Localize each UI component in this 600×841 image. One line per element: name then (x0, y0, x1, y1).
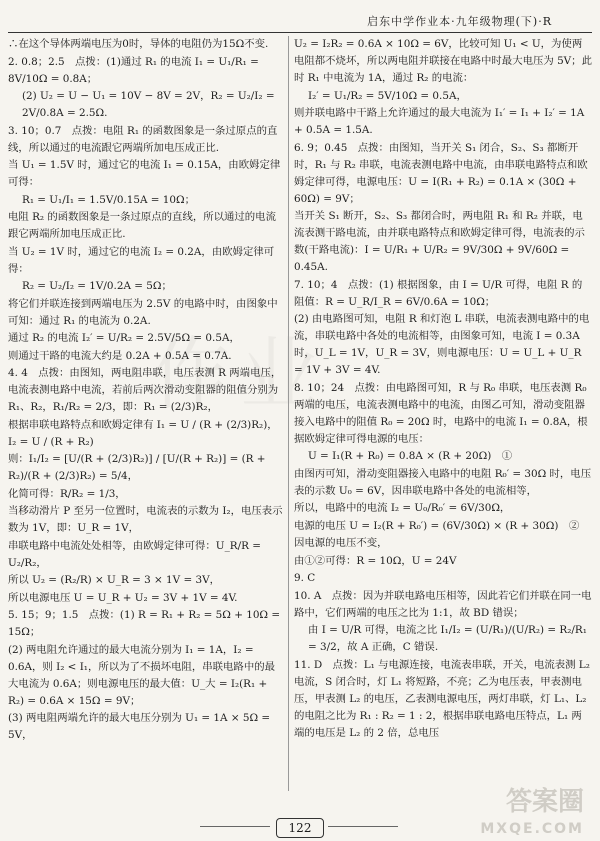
answer-paragraph: U = I₁(R + R₀) = 0.8A × (R + 20Ω) ① (308, 450, 513, 462)
answer-paragraph: 因电源的电压不变， (294, 537, 388, 549)
header-title: 启东中学作业本·九年级物理(下)·R (367, 15, 552, 28)
answer-paragraph: (2) U₂ = U − U₁ = 10V − 8V = 2V，R₂ = U₂/I₂ = 2V/0.8A = 2.5Ω. (22, 90, 275, 119)
answer-paragraph: 8. 10；24 点拨：由电路图可知，R 与 R₀ 串联，电压表测 R₀ 两端的电压，电流表测电路中的电流，由图乙可知，滑动变阻器接入电路中的阻值 R₀ = 20Ω 时，电路中的电流 I₁ = 0.8A，根据欧姆定律可得电源的电压： (294, 381, 588, 445)
answer-paragraph: I₂′ = U₁/R₂ = 5V/10Ω = 0.5A， (308, 89, 467, 102)
answer-paragraph: (2) 由电路图可知，电阻 R 和灯泡 L 串联，电流表测电路中的电流，串联电路中各处的电流相等，由图象可知，电流 I = 0.3A 时，U_L = 1V，U_R = 3V，则电源电压：U = U_L + U_R = 1V + 3V = 4V. (294, 313, 590, 376)
answer-paragraph: 通过 R₂ 的电流 I₂′ = U/R₂ = 2.5V/5Ω = 0.5A， (8, 332, 240, 344)
answer-paragraph: 将它们并联连接到两端电压为 2.5V 的电路中时，由图象中可知：通过 R₁ 的电流为 0.2A. (8, 297, 278, 327)
answer-paragraph: 由 I = U/R 可得，电流之比 I₁/I₂ = (U/R₁)/(U/R₂) = R₂/R₁ = 3/2，故 A 正确，C 错误. (308, 624, 587, 653)
answer-paragraph: (2) 两电阻允许通过的最大电流分别为 I₁ = 1A，I₂ = 0.6A，则 I₂ < I₁，所以为了不损坏电阻，串联电路中的最大电流为 0.6A；则电源电压的最大值：U_大 = I₂(R₁ + R₂) = 0.6A × 15Ω = 9V； (8, 643, 275, 707)
answer-paragraph: 则：I₁/I₂ = [U/(R + (2/3)R₂)] / [U/(R + R₂)] = (R + R₂)/(R + (2/3)R₂) = 5/4， (8, 453, 266, 482)
answer-paragraph: 电源的电压 U = I₂(R + R₀′) = (6V/30Ω) × (R + 30Ω) ② (294, 519, 580, 532)
answer-paragraph: 所以，电路中的电流 I₂ = U₀/R₀′ = 6V/30Ω， (294, 502, 511, 514)
answer-paragraph: 由图丙可知，滑动变阻器接入电路中的电阻 R₀′ = 30Ω 时，电压表的示数 U₀ = 6V，因串联电路中各处的电流相等， (294, 467, 592, 497)
answer-paragraph: (3) 两电阻两端允许的最大电压分别为 U₁ = 1A × 5Ω = 5V， (8, 712, 271, 741)
answer-paragraph: 7. 10；4 点拨：(1) 根据图象，由 I = U/R 可得，电阻 R 的阻值：R = U_R/I_R = 6V/0.6A = 10Ω； (294, 278, 583, 308)
watermark-logo-text: 答案圈 (505, 787, 584, 817)
answer-paragraph: 11. D 点拨：L₁ 与电源连接，电流表串联，开关，电流表测 L₂ 电流，S 闭合时，灯 L₁ 将短路，不亮；乙为电压表，甲表测电压，甲表测 L₂ 的电压，乙表测电源电压，两灯串联，灯 L₁、L₂ 的电阻之比为 R₁ : R₂ = 1 : 2，根据串联电路电压特点，L₁ 两端的电压是 L₂ 的 2 倍，总电压 (294, 658, 590, 739)
watermark-url: MXQE.COM (480, 821, 584, 837)
footer-rule-left (200, 826, 270, 827)
column-divider (288, 36, 289, 791)
answer-paragraph: 则通过干路的电流大约是 0.2A + 0.5A = 0.7A. (8, 349, 232, 362)
page-header (8, 10, 592, 33)
page-number: 122 (276, 818, 324, 838)
answer-paragraph: U₂ = I₂R₂ = 0.6A × 10Ω = 6V，比较可知 U₁ < U，为使两电阻都不烧坏，所以两电阻并联接在电路中时最大电压为 5V；此时 R₁ 中电流为 1A，通过 R₂ 的电流： (294, 38, 592, 84)
answer-paragraph: 3. 10；0.7 点拨：电阻 R₁ 的函数图象是一条过原点的直线，所以通过的电流跟它两端所加电压成正比. (8, 124, 278, 154)
answer-paragraph: 10. A 点拨：因为并联电路电压相等，因此若它们并联在同一电路中，它们两端的电压之比为 1:1，故 BD 错误； (294, 589, 592, 619)
answer-paragraph: 则并联电路中干路上允许通过的最大电流为 I₁′ = I₁ + I₂′ = 1A + 0.5A = 1.5A. (294, 107, 585, 136)
answer-paragraph: 当 U₁ = 1.5V 时，通过它的电流 I₁ = 0.15A，由欧姆定律可得： (8, 159, 281, 188)
answer-paragraph: R₂ = U₂/I₂ = 1V/0.2A = 5Ω； (22, 280, 172, 292)
answer-paragraph: 当开关 S₁ 断开，S₂、S₃ 都闭合时，两电阻 R₁ 和 R₂ 并联，电流表测干路电流，由并联电路特点和欧姆定律可得，电流表的示数(干路电流)：I = U/R₁ + U/R₂ = 9V/30Ω + 9V/60Ω = 0.45A. (294, 210, 585, 273)
answer-paragraph: 所以 U₂ = (R₂/R) × U_R = 3 × 1V = 3V， (8, 574, 220, 586)
answer-paragraph: R₁ = U₁/I₁ = 1.5V/0.15A = 10Ω； (22, 193, 196, 206)
answer-paragraph: ∴在这个导体两端电压为0时，导体的电阻仍为15Ω不变. (8, 38, 269, 50)
answer-paragraph: 根据串联电路特点和欧姆定律有 I₁ = U / (R + (2/3)R₂)，I₂ = U / (R + R₂) (8, 418, 278, 448)
answer-paragraph: 当移动滑片 P 至另一位置时，电流表的示数为 I₂，电压表示数为 1V，即：U_R = 1V， (8, 505, 283, 534)
answer-paragraph: 4. 4 点拨：由图知，两电阻串联，电压表测 R 两端电压，电流表测电路中电流，若前后两次滑动变阻器的阻值分别为 R₁、R₂，R₁/R₂ = 2/3，即：R₁ = (2/3)R₂， (8, 367, 282, 413)
answer-paragraph: 当 U₂ = 1V 时，通过它的电流 I₂ = 0.2A，由欧姆定律可得： (8, 245, 275, 275)
left-column (8, 36, 284, 801)
answer-paragraph: 2. 0.8；2.5 点拨：(1)通过 R₁ 的电流 I₁ = U₁/R₁ = 8V/10Ω = 0.8A； (8, 55, 259, 85)
answer-paragraph: 9. C (294, 572, 316, 584)
answer-paragraph: 电阻 R₂ 的函数图象是一条过原点的直线，所以通过的电流跟它两端所加电压成正比. (8, 211, 276, 240)
answer-paragraph: 5. 15；9；1.5 点拨：(1) R = R₁ + R₂ = 5Ω + 10Ω = 15Ω； (8, 609, 281, 638)
footer-rule-right (328, 826, 398, 827)
answer-paragraph: 6. 9；0.45 点拨：由图知，当开关 S₁ 闭合，S₂、S₃ 都断开时，R₁ 与 R₂ 串联，电流表测电路中电流，由串联电路特点和欧姆定律可得，电源电压：U = I(R₁ + R₂) = 0.1A × (30Ω + 60Ω) = 9V； (294, 141, 588, 205)
answer-paragraph: 串联电路中电流处处相等，由欧姆定律可得：U_R/R = U₂/R₂， (8, 539, 261, 569)
site-watermark (478, 781, 594, 837)
answer-paragraph: 由①②可得：R = 10Ω，U = 24V (294, 554, 457, 567)
answer-paragraph: 化简可得：R/R₂ = 1/3， (8, 487, 126, 500)
right-column (294, 36, 592, 801)
answer-paragraph: 所以电源电压 U = U_R + U₂ = 3V + 1V = 4V. (8, 591, 238, 604)
